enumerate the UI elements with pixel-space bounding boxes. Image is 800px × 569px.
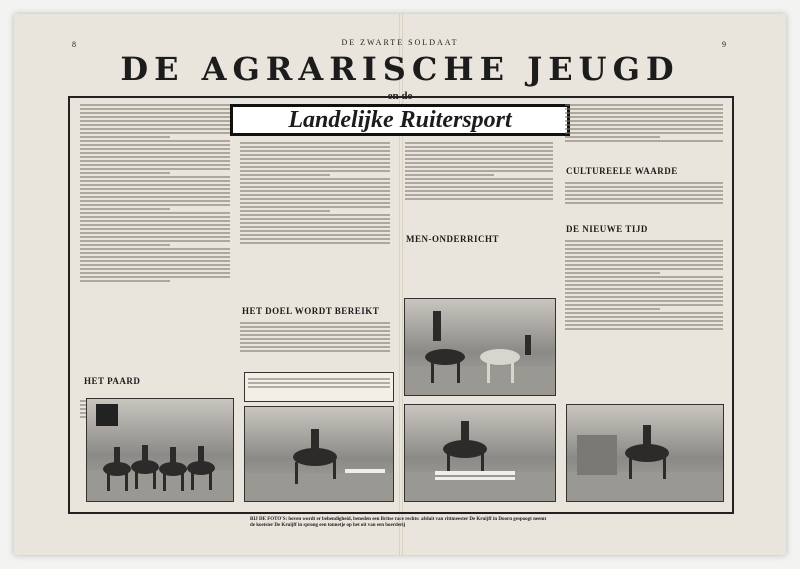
text-line — [80, 252, 230, 254]
photo-horse-jump-center — [404, 404, 556, 502]
text-line — [80, 152, 230, 154]
text-line — [80, 132, 230, 134]
text-line — [405, 154, 553, 156]
text-line — [240, 234, 390, 236]
text-line — [240, 158, 390, 160]
text-line — [565, 292, 723, 294]
text-line — [565, 320, 723, 322]
page-number-left: 8 — [72, 40, 76, 49]
photo-horse-jump-left — [244, 406, 394, 502]
text-line — [80, 268, 230, 270]
text-line — [565, 244, 723, 246]
text-line — [80, 156, 230, 158]
text-line — [80, 176, 230, 178]
text-line — [565, 248, 723, 250]
headline-title: DE AGRARISCHE JEUGD — [120, 50, 680, 88]
text-line — [405, 190, 553, 192]
text-line — [405, 146, 553, 148]
text-line — [565, 186, 723, 188]
text-line — [80, 180, 230, 182]
text-line — [80, 244, 170, 246]
text-line — [240, 194, 390, 196]
flag-emblem — [96, 404, 118, 426]
text-line — [80, 164, 230, 166]
heading-de-nieuwe-tijd: DE NIEUWE TIJD — [566, 224, 648, 234]
text-line — [80, 264, 230, 266]
headline-subtitle: Landelijke Ruitersport — [230, 104, 570, 136]
text-line — [240, 218, 390, 220]
text-line — [565, 108, 723, 110]
text-line — [80, 124, 230, 126]
text-line — [80, 276, 230, 278]
text-line — [80, 204, 230, 206]
text-line — [565, 300, 723, 302]
text-column-4 — [565, 102, 723, 162]
text-line — [565, 312, 723, 314]
photo-caption: BIJ DE FOTO'S: boven wordt er behendigheid, beneden een Britse race rechts: afsluit van rittmeester De Kruijff in Doorn gespoogt neemt de koetsier De Kruijff in sprong een tonnetje op het oit van een boerderij — [250, 517, 547, 528]
text-line — [565, 252, 723, 254]
page-number-right: 9 — [722, 40, 726, 49]
text-line — [80, 160, 230, 162]
text-line — [240, 182, 390, 184]
text-column-1 — [80, 102, 230, 372]
text-line — [80, 168, 230, 170]
text-column-7 — [240, 320, 390, 370]
text-line — [565, 128, 723, 130]
text-line — [80, 144, 230, 146]
text-line — [80, 184, 230, 186]
text-line — [240, 230, 390, 232]
text-line — [565, 136, 660, 138]
heading-men-onderricht: MEN-ONDERRICHT — [406, 234, 500, 244]
text-line — [565, 260, 723, 262]
text-column-2 — [240, 140, 390, 300]
heading-het-doel: HET DOEL WORDT BEREIKT — [242, 306, 380, 316]
text-line — [240, 330, 390, 332]
text-line — [80, 104, 230, 106]
text-line — [565, 132, 723, 134]
text-line — [240, 142, 390, 144]
text-line — [565, 202, 723, 204]
text-line — [405, 158, 553, 160]
text-line — [240, 238, 390, 240]
text-line — [405, 142, 553, 144]
text-line — [240, 214, 390, 216]
text-line — [80, 248, 230, 250]
text-line — [565, 324, 723, 326]
text-line — [240, 342, 390, 344]
text-line — [565, 272, 660, 274]
text-line — [565, 284, 723, 286]
text-line — [240, 190, 390, 192]
text-line — [565, 256, 723, 258]
text-line — [80, 240, 230, 242]
text-line — [405, 162, 553, 164]
text-line — [80, 196, 230, 198]
text-line — [80, 192, 230, 194]
text-line — [565, 276, 723, 278]
text-line — [240, 222, 390, 224]
text-column-5 — [565, 180, 723, 220]
text-line — [405, 150, 553, 152]
text-line — [565, 104, 723, 106]
heading-het-paard: HET PAARD — [84, 376, 141, 386]
text-column-3 — [405, 140, 553, 230]
text-line — [80, 280, 170, 282]
text-line — [405, 178, 553, 180]
text-line — [80, 136, 170, 138]
text-line — [565, 116, 723, 118]
text-line — [80, 212, 230, 214]
text-line — [80, 260, 230, 262]
text-line — [240, 210, 330, 212]
text-line — [240, 326, 390, 328]
text-line — [565, 316, 723, 318]
text-line — [80, 172, 170, 174]
text-line — [80, 236, 230, 238]
text-column-6 — [565, 238, 723, 378]
text-line — [80, 272, 230, 274]
text-line — [80, 148, 230, 150]
text-line — [565, 198, 723, 200]
text-line — [240, 226, 390, 228]
text-line — [240, 242, 390, 244]
text-line — [80, 200, 230, 202]
text-line — [80, 232, 230, 234]
text-line — [240, 150, 390, 152]
text-line — [240, 174, 330, 176]
text-line — [565, 124, 723, 126]
text-line — [240, 206, 390, 208]
boxed-note — [244, 372, 394, 402]
text-line — [565, 304, 723, 306]
text-line — [80, 228, 230, 230]
text-line — [565, 112, 723, 114]
text-line — [80, 188, 230, 190]
text-line — [565, 140, 723, 142]
text-line — [405, 170, 553, 172]
text-line — [565, 296, 723, 298]
text-line — [565, 268, 723, 270]
text-line — [80, 216, 230, 218]
text-line — [565, 120, 723, 122]
text-line — [565, 328, 723, 330]
text-line — [405, 182, 553, 184]
text-line — [240, 154, 390, 156]
text-line — [240, 146, 390, 148]
text-line — [80, 120, 230, 122]
text-line — [80, 116, 230, 118]
text-line — [240, 166, 390, 168]
text-line — [405, 174, 494, 176]
text-line — [80, 140, 230, 142]
text-line — [240, 186, 390, 188]
text-line — [240, 170, 390, 172]
text-line — [80, 208, 170, 210]
newspaper-name: DE ZWARTE SOLDAAT — [341, 38, 459, 47]
text-line — [80, 108, 230, 110]
text-line — [565, 194, 723, 196]
text-line — [240, 322, 390, 324]
text-line — [240, 338, 390, 340]
text-line — [80, 256, 230, 258]
text-line — [405, 194, 553, 196]
text-line — [240, 334, 390, 336]
photo-horse-jump-right — [566, 404, 724, 502]
text-line — [405, 186, 553, 188]
text-line — [80, 112, 230, 114]
heading-culturele-waarde: CULTUREELE WAARDE — [566, 166, 678, 176]
text-line — [240, 346, 390, 348]
text-line — [240, 350, 390, 352]
text-line — [80, 220, 230, 222]
text-line — [565, 190, 723, 192]
text-line — [565, 182, 723, 184]
text-line — [565, 288, 723, 290]
text-line — [240, 202, 390, 204]
text-line — [565, 240, 723, 242]
headline-connector: en de — [387, 90, 413, 102]
photo-carriage-horses — [404, 298, 556, 396]
text-line — [80, 128, 230, 130]
text-line — [565, 264, 723, 266]
text-line — [405, 198, 553, 200]
text-line — [80, 224, 230, 226]
text-line — [565, 308, 660, 310]
text-line — [405, 166, 553, 168]
text-line — [240, 178, 390, 180]
text-line — [240, 198, 390, 200]
text-line — [240, 162, 390, 164]
text-line — [565, 280, 723, 282]
